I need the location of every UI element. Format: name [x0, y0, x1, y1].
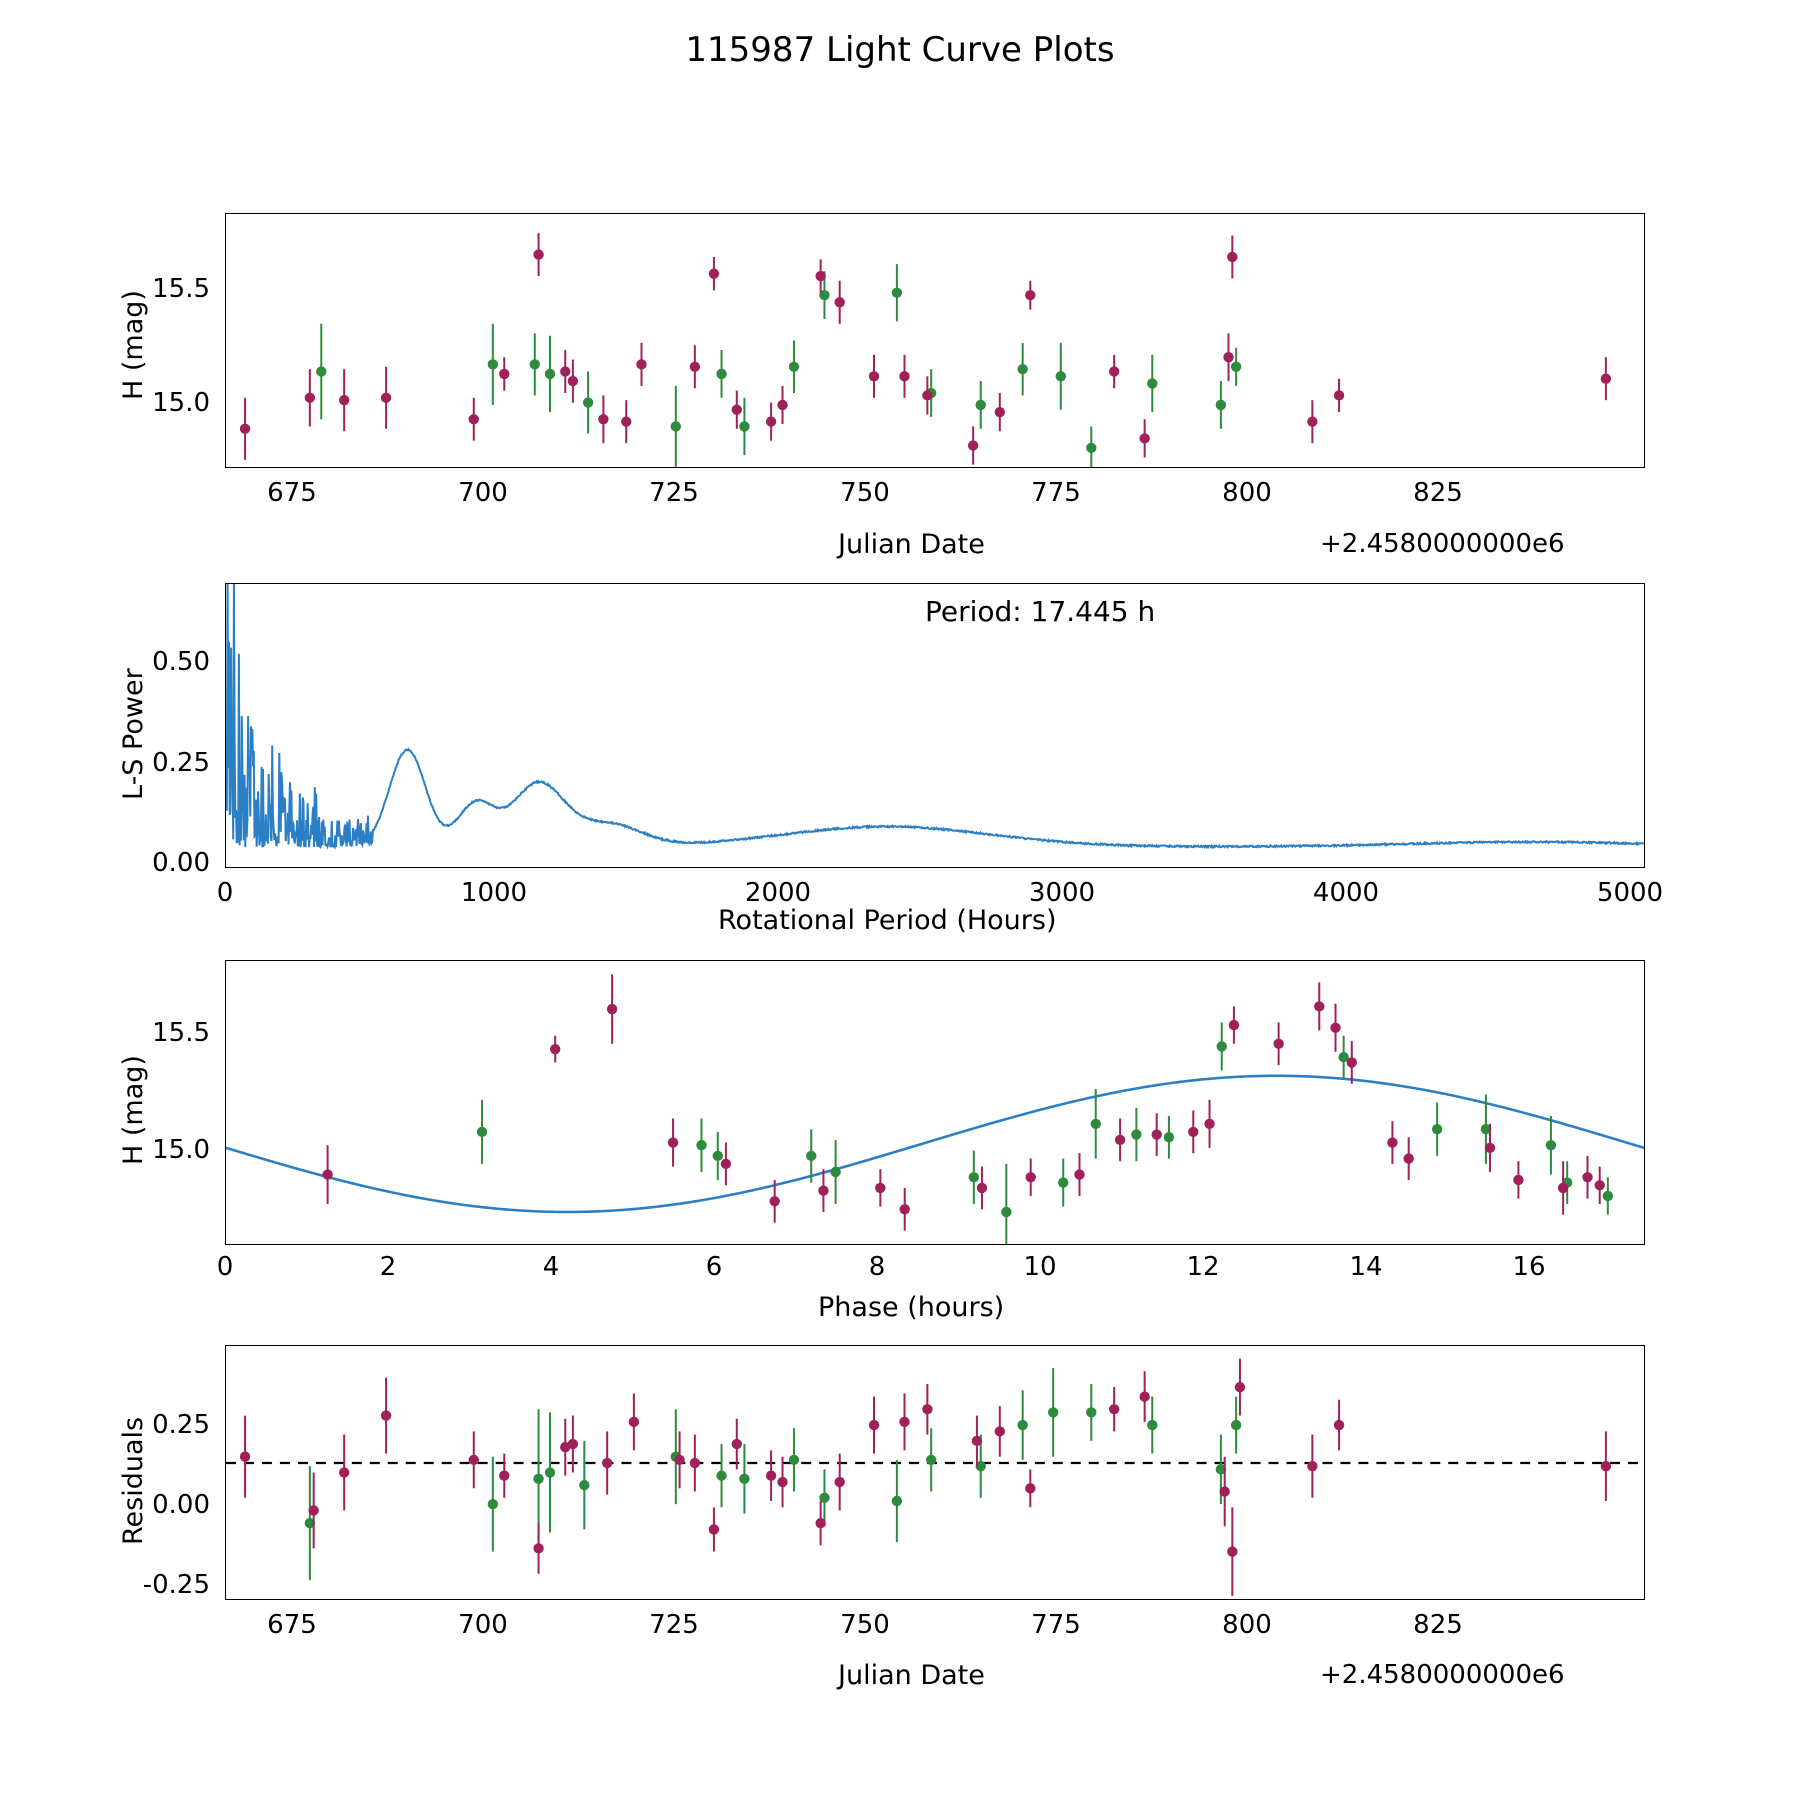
phase-xtick-6: 6: [705, 1252, 723, 1282]
period-annotation: Period: 17.445 h: [925, 595, 1156, 628]
residuals-panel: [225, 1345, 1645, 1600]
residuals-xtick-675: 675: [267, 1610, 317, 1640]
lightcurve-panel: [225, 213, 1645, 468]
lightcurve-xtick-675: 675: [267, 478, 317, 508]
periodogram-ytick-025: 0.25: [152, 748, 210, 778]
periodogram-xtick-0: 0: [216, 878, 234, 908]
phase-xlabel: Phase (hours): [818, 1292, 1005, 1323]
phase-xtick-12: 12: [1186, 1252, 1220, 1282]
lightcurve-xtick-800: 800: [1222, 478, 1272, 508]
lightcurve-x-offset: +2.4580000000e6: [1320, 529, 1565, 559]
residuals-ylabel: Residuals: [118, 1416, 149, 1545]
periodogram-xtick-1000: 1000: [460, 878, 528, 908]
periodogram-xtick-2000: 2000: [744, 878, 812, 908]
residuals-xtick-775: 775: [1031, 1610, 1081, 1640]
periodogram-xtick-4000: 4000: [1312, 878, 1380, 908]
lightcurve-ytick-155: 15.5: [152, 274, 210, 304]
residuals-x-offset: +2.4580000000e6: [1320, 1660, 1565, 1690]
phase-xtick-16: 16: [1512, 1252, 1546, 1282]
lightcurve-xtick-825: 825: [1413, 478, 1463, 508]
phase-ytick-155: 15.5: [152, 1018, 210, 1048]
residuals-ytick-025: 0.25: [152, 1410, 210, 1440]
lightcurve-xtick-750: 750: [840, 478, 890, 508]
lightcurve-plot-area: [226, 214, 1644, 467]
phase-xtick-2: 2: [379, 1252, 397, 1282]
phase-folded-plot-area: [226, 961, 1644, 1244]
phase-ylabel: H (mag): [118, 1055, 149, 1165]
residuals-xtick-800: 800: [1222, 1610, 1272, 1640]
page-title: 115987 Light Curve Plots: [685, 30, 1115, 70]
phase-xtick-10: 10: [1023, 1252, 1057, 1282]
phase-folded-panel: [225, 960, 1645, 1245]
residuals-xtick-725: 725: [649, 1610, 699, 1640]
periodogram-ylabel: L-S Power: [118, 668, 149, 800]
lightcurve-ytick-150: 15.0: [152, 388, 210, 418]
periodogram-xtick-3000: 3000: [1028, 878, 1096, 908]
residuals-xtick-750: 750: [840, 1610, 890, 1640]
phase-xtick-4: 4: [542, 1252, 560, 1282]
residuals-ytick-000: 0.00: [152, 1490, 210, 1520]
periodogram-xlabel: Rotational Period (Hours): [718, 905, 1057, 936]
lightcurve-xtick-775: 775: [1031, 478, 1081, 508]
residuals-plot-area: [226, 1346, 1644, 1599]
residuals-xlabel: Julian Date: [838, 1660, 985, 1691]
periodogram-ytick-050: 0.50: [152, 647, 210, 677]
phase-xtick-0: 0: [216, 1252, 234, 1282]
lightcurve-xtick-725: 725: [649, 478, 699, 508]
lightcurve-xlabel: Julian Date: [838, 529, 985, 560]
phase-ytick-150: 15.0: [152, 1135, 210, 1165]
lightcurve-ylabel: H (mag): [118, 290, 149, 400]
residuals-ytick-neg025: -0.25: [142, 1570, 210, 1600]
phase-xtick-14: 14: [1349, 1252, 1383, 1282]
periodogram-xtick-5000: 5000: [1596, 878, 1664, 908]
lightcurve-xtick-700: 700: [458, 478, 508, 508]
phase-xtick-8: 8: [868, 1252, 886, 1282]
residuals-xtick-825: 825: [1413, 1610, 1463, 1640]
periodogram-ytick-000: 0.00: [152, 848, 210, 878]
residuals-xtick-700: 700: [458, 1610, 508, 1640]
